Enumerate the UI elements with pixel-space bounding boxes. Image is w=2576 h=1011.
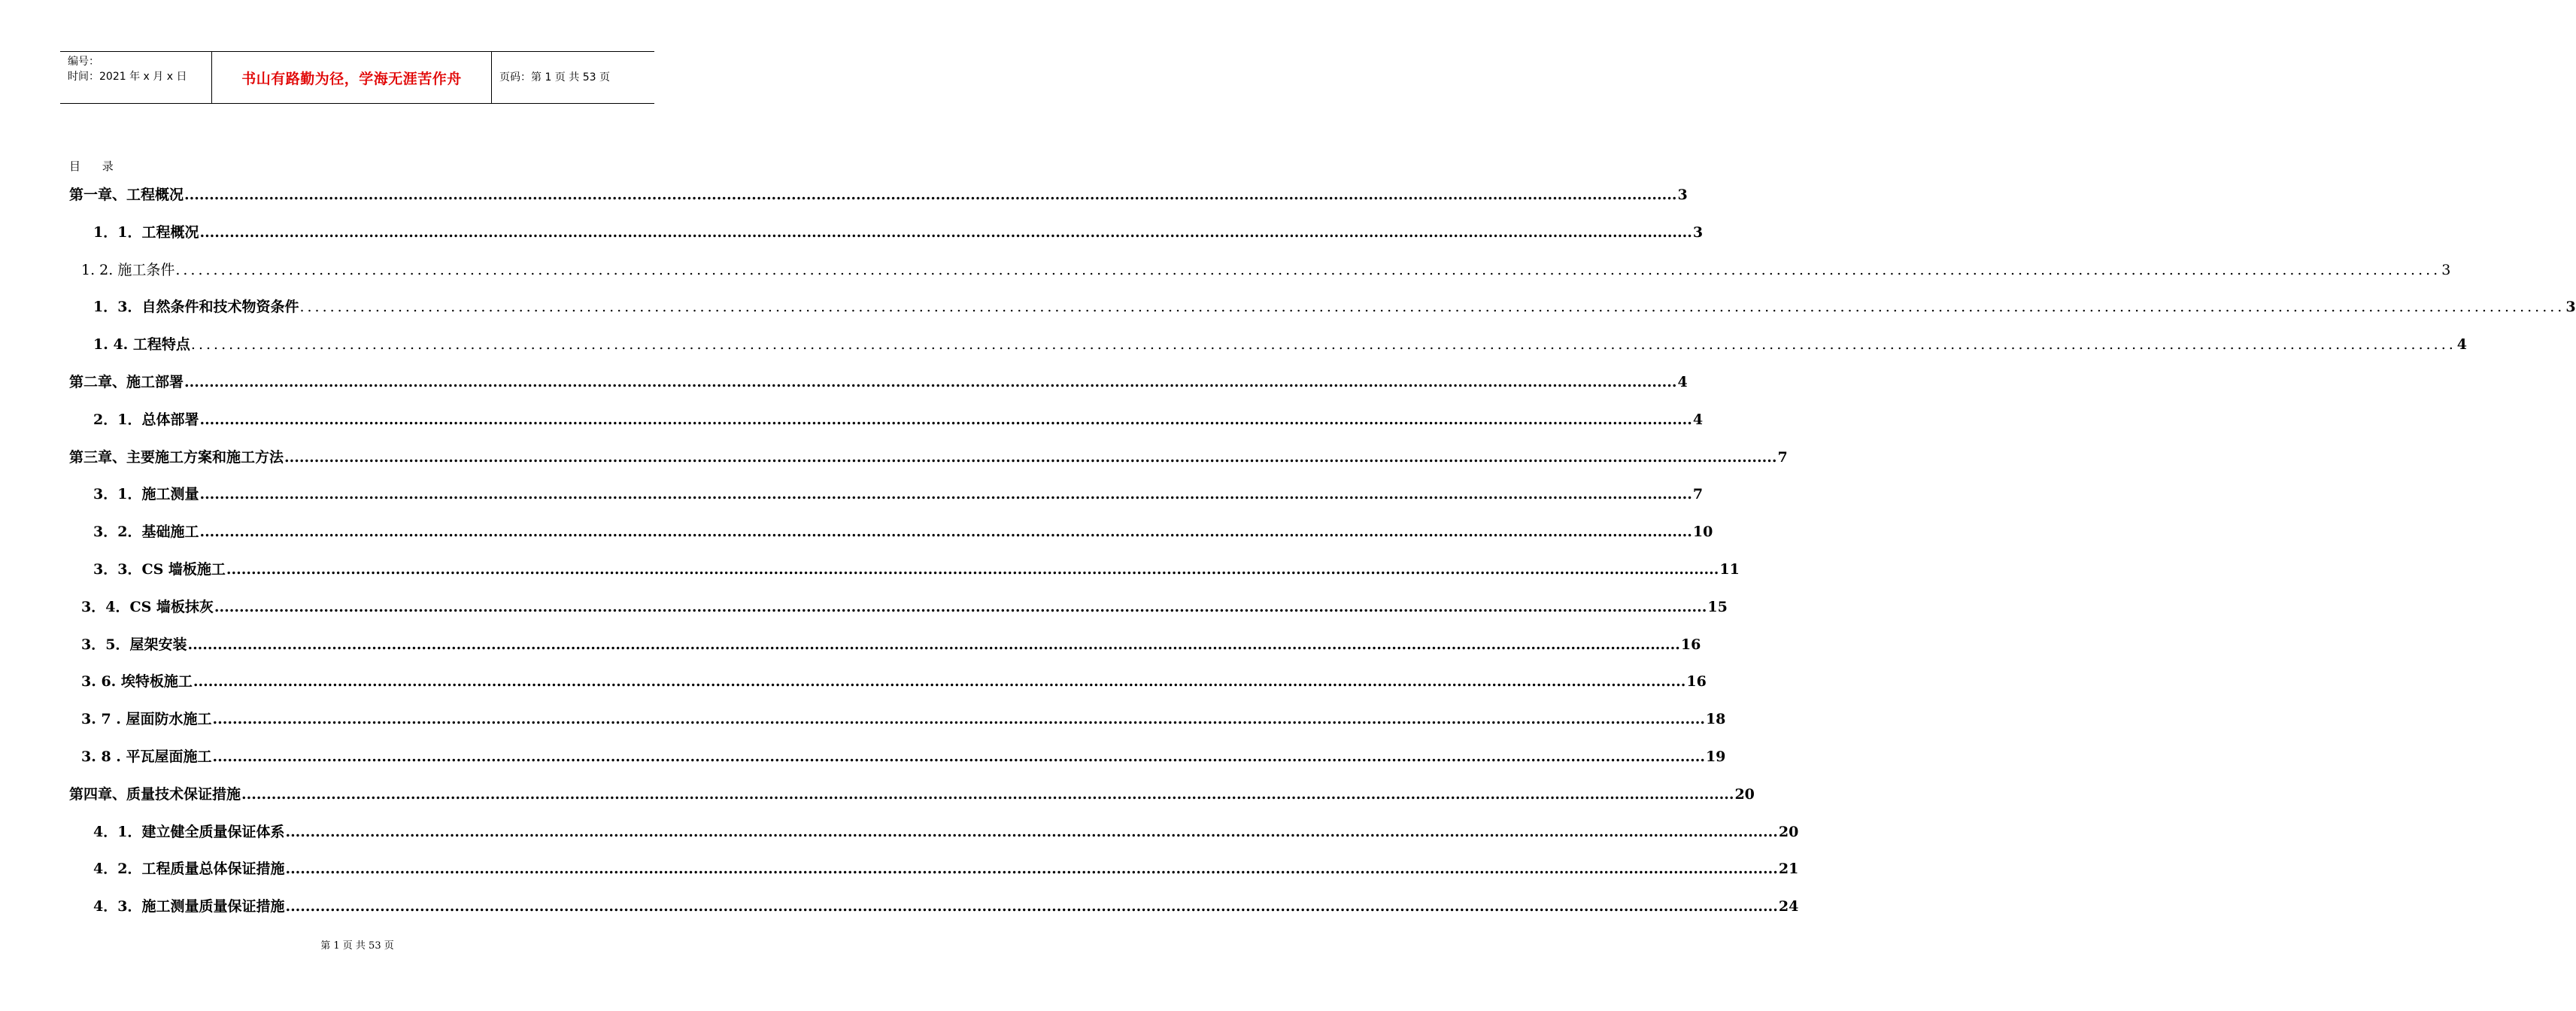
toc-entry[interactable] bbox=[93, 822, 1799, 842]
header-motto: 书山有路勤为径，学海无涯苦作舟 bbox=[241, 70, 462, 87]
toc-entry[interactable] bbox=[69, 185, 1688, 205]
toc-entry[interactable] bbox=[81, 747, 1726, 767]
toc-entry-label: 3．4．CS 墙板抹灰 bbox=[81, 598, 214, 615]
toc-entry-page: 20 bbox=[1778, 823, 1799, 840]
toc-entry[interactable] bbox=[81, 709, 1726, 729]
toc-entry[interactable] bbox=[81, 635, 1701, 654]
toc-entry[interactable] bbox=[93, 522, 1713, 542]
toc-entry-leader: ............................................................................................................................................................................................................................................................................................................ bbox=[199, 223, 1692, 241]
toc-entry-page: 20 bbox=[1734, 785, 1755, 803]
toc-entry[interactable] bbox=[93, 560, 1740, 579]
toc-entry-page: 4 bbox=[2456, 336, 2468, 354]
toc-entry[interactable] bbox=[93, 897, 1799, 916]
toc-entry[interactable] bbox=[93, 297, 2576, 317]
toc-entry-label: 4．2．工程质量总体保证措施 bbox=[93, 861, 285, 878]
document-time: 时间：2021 年 x 月 x 日 bbox=[68, 71, 187, 83]
toc-entry[interactable] bbox=[81, 672, 1707, 691]
toc-entry-page: 4 bbox=[1677, 374, 1688, 390]
toc-entry-label: 2．1．总体部署 bbox=[93, 411, 199, 428]
toc-entry-label: 1. 4. 工程特点 bbox=[93, 336, 190, 354]
toc-entry-label: 3．5．屋架安装 bbox=[81, 636, 187, 653]
document-header bbox=[60, 51, 654, 104]
toc-entry-leader: ............................................................................................................................................................................................................................................................................................................ bbox=[193, 673, 1686, 691]
toc-entry-label: 3. 7 . 屋面防水施工 bbox=[81, 711, 212, 728]
header-page-info: 页码：第 1 页 共 53 页 bbox=[499, 71, 610, 83]
toc-entry[interactable] bbox=[93, 859, 1799, 879]
toc-entry-page: 21 bbox=[1778, 861, 1799, 878]
page-footer: 第 1 页 共 53 页 bbox=[320, 940, 394, 952]
toc-entry[interactable] bbox=[81, 260, 2451, 280]
toc-entry-label: 3. 6. 埃特板施工 bbox=[81, 673, 193, 691]
toc-entry-page: 16 bbox=[1680, 636, 1701, 653]
toc-entry-label: 第二章、施工部署 bbox=[69, 374, 184, 390]
toc-entry-leader: ............................................................................................................................................................................................................................................................................................................ bbox=[187, 636, 1680, 653]
toc-entry-leader: ............................................................................................................................................................................................................................................................................................................ bbox=[299, 299, 2565, 316]
toc-entry-page: 19 bbox=[1705, 748, 1726, 765]
document-number: 编号： bbox=[68, 56, 99, 68]
toc-entry-leader: ............................................................................................................................................................................................................................................................................................................ bbox=[284, 448, 1777, 466]
toc-entry-leader: ............................................................................................................................................................................................................................................................................................................ bbox=[199, 486, 1692, 503]
toc-entry-page: 3 bbox=[1692, 223, 1704, 241]
toc-entry[interactable] bbox=[81, 597, 1728, 617]
toc-entry[interactable] bbox=[93, 335, 2468, 354]
toc-entry-leader: ............................................................................................................................................................................................................................................................................................................ bbox=[285, 861, 1778, 878]
toc-title: 目 录 bbox=[69, 159, 123, 173]
toc-entry-page: 15 bbox=[1707, 598, 1728, 615]
toc-entry-label: 1．1．工程概况 bbox=[93, 223, 199, 241]
toc-entry-page: 16 bbox=[1686, 673, 1707, 691]
toc-entry-page: 3 bbox=[2441, 261, 2451, 278]
toc-entry-leader: ............................................................................................................................................................................................................................................................................................................ bbox=[285, 898, 1778, 915]
header-page-cell bbox=[492, 52, 654, 103]
toc-entry-label: 3．3．CS 墙板施工 bbox=[93, 561, 226, 578]
toc-entry-leader: ............................................................................................................................................................................................................................................................................................................ bbox=[199, 411, 1692, 428]
toc-entry[interactable] bbox=[69, 372, 1688, 392]
toc-entry-label: 1．3．自然条件和技术物资条件 bbox=[93, 299, 299, 316]
toc-entry-page: 24 bbox=[1778, 898, 1799, 915]
toc-entry-page: 10 bbox=[1692, 524, 1713, 541]
toc-entry-label: 1. 2. 施工条件 bbox=[81, 261, 175, 278]
toc-entry-page: 3 bbox=[1677, 187, 1688, 203]
toc-entry-leader: ............................................................................................................................................................................................................................................................................................................ bbox=[199, 524, 1692, 541]
toc-entry-label: 第一章、工程概况 bbox=[69, 187, 184, 203]
toc-entry-label: 3. 8 . 平瓦屋面施工 bbox=[81, 748, 212, 765]
toc-entry-leader: ............................................................................................................................................................................................................................................................................................................ bbox=[212, 748, 1705, 765]
toc-entry-leader: ............................................................................................................................................................................................................................................................................................................ bbox=[212, 711, 1705, 728]
toc-entry[interactable] bbox=[93, 410, 1704, 430]
toc-entry-page: 11 bbox=[1719, 561, 1740, 578]
toc-entry[interactable] bbox=[93, 484, 1704, 504]
header-motto-cell bbox=[212, 52, 492, 103]
toc-entry-page: 4 bbox=[1692, 411, 1704, 428]
toc-entry-page: 7 bbox=[1777, 448, 1788, 466]
toc-entry-page: 7 bbox=[1692, 486, 1704, 503]
toc-entry-page: 18 bbox=[1705, 711, 1726, 728]
toc-entry-label: 4．3．施工测量质量保证措施 bbox=[93, 898, 285, 915]
toc-entry-leader: ............................................................................................................................................................................................................................................................................................................ bbox=[226, 561, 1719, 578]
toc-entry-label: 3．2．基础施工 bbox=[93, 524, 199, 541]
toc-entry-leader: ............................................................................................................................................................................................................................................................................................................ bbox=[190, 336, 2456, 354]
toc-entry-leader: ............................................................................................................................................................................................................................................................................................................ bbox=[184, 187, 1677, 203]
toc-entry-label: 第三章、主要施工方案和施工方法 bbox=[69, 448, 284, 466]
toc-entry-label: 第四章、质量技术保证措施 bbox=[69, 785, 241, 803]
toc-entry-label: 3．1．施工测量 bbox=[93, 486, 199, 503]
toc-entry-leader: ............................................................................................................................................................................................................................................................................................................ bbox=[214, 598, 1707, 615]
header-meta bbox=[60, 52, 212, 103]
toc-entry-page: 3 bbox=[2565, 299, 2576, 316]
toc-entry-label: 4．1．建立健全质量保证体系 bbox=[93, 823, 285, 840]
toc-entry-leader: ............................................................................................................................................................................................................................................................................................................ bbox=[241, 785, 1734, 803]
toc-entry[interactable] bbox=[93, 223, 1704, 242]
toc-entry-leader: ............................................................................................................................................................................................................................................................................................................ bbox=[184, 374, 1677, 390]
toc-entry-leader: ............................................................................................................................................................................................................................................................................................................ bbox=[285, 823, 1778, 840]
toc-entry[interactable] bbox=[69, 785, 1755, 804]
toc-entry-leader: ............................................................................................................................................................................................................................................................................................................ bbox=[175, 261, 2441, 278]
toc-entry[interactable] bbox=[69, 448, 1788, 467]
